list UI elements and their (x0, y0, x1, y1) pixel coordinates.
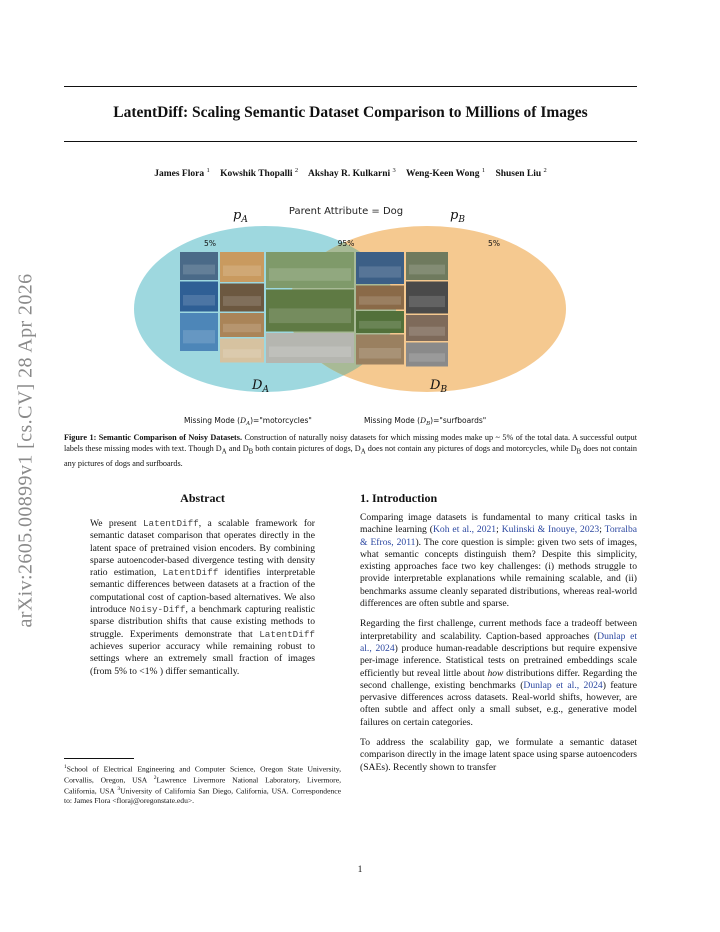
p-a-label: $p_A$ (233, 208, 248, 225)
citation-dunlap-1[interactable]: Dunlap et al., 2024 (360, 630, 637, 654)
left-percent: 5% (204, 239, 216, 248)
author-5: Shusen Liu $^2$ (495, 167, 547, 180)
photo-tile-shade (409, 327, 445, 336)
missing-mode-a-label: Missing Mode $(D_A)="motorcycles$" (184, 416, 312, 427)
intro-paragraph-3: To address the scalability gap, we formulate a semantic dataset comparison directly in the image latent space using sparse autoencoders (SAEs). Recently shown to transfer (360, 737, 637, 773)
citation-kulinski[interactable]: Kulinski & Inouye, 2023 (501, 524, 600, 536)
photo-tile-shade (269, 347, 351, 358)
photo-grid (180, 252, 448, 367)
introduction-heading: 1. Introduction (360, 491, 438, 505)
footnote-rule (64, 758, 134, 759)
citation-koh[interactable]: Koh et al., 2021 (432, 524, 497, 536)
missing-mode-b-label: Missing Mode $(D_B)="surfboards$" (364, 416, 487, 427)
photo-tile-shade (269, 268, 351, 281)
figure-caption: Figure 1: Semantic Comparison of Noisy Datasets. Construction of naturally noisy datasets for which missing modes make up ~ 5% of the total data. A successful output labels these missing modes with text. Though $D_A$ and $D_B$ both contain pictures of dogs, $D_A$ does not contain any pictures of dogs and motorcycles, while $D_B$ does not contain any pictures of dogs and surfboards. (64, 433, 638, 469)
citation-dunlap-2[interactable]: Dunlap et al., 2024 (523, 679, 603, 691)
photo-tile-shade (409, 296, 445, 307)
title-bottom-rule (64, 141, 637, 142)
affiliations-footnote: $^1$School of Electrical Engineering and Computer Science, Oregon State University, Corvallis, Oregon, USA $^2$Lawrence Livermore National Laboratory, Livermore, California, USA $^3$University of California San Diego, California, USA. Correspondence to: James Flora <floraj@oregonstate.edu>. (64, 764, 341, 805)
author-1: James Flora $^1$ (154, 167, 210, 180)
page-number: 1 (357, 864, 363, 875)
right-column (360, 491, 637, 782)
intro-paragraph-1: Comparing image datasets is fundamental to many critical tasks in machine learning (Koh et al., 2021; Kulinski & Inouye, 2023; Torralba & Efros, 2011). The core question is simple: given two sets of images, what semantic concepts distinguish them? Despite this simplicity, existing approaches face two key challenges: (i) methods struggle to provide interpretable explanations while remaining scalable, and (ii) benchmarks assume cleanly separated distributions, whereas real-world differences are often subtle and sparse. (360, 512, 637, 610)
photo-tile-shade (183, 295, 215, 306)
photo-tile-shade (359, 348, 401, 359)
d-b-label: $D_B$ (430, 378, 448, 395)
intro-paragraph-2: Regarding the first challenge, current methods face a tradeoff between interpretability and scalability. Caption-based approaches (Dunlap et al., 2024) produce human-readable descriptions but require expensive per-image inference. Statistical tests on pretrained embeddings scale efficiently but reveal little about how distributions differ. Regarding the second challenge, existing benchmarks (Dunlap et al., 2024) feature pervasive differences across datasets. Real-world shifts, however, are often subtle and affect only a small subset, e.g., generative model failures on certain categories. (360, 618, 637, 728)
citation-torralba[interactable]: Torralba & Efros, 2011 (360, 524, 637, 548)
photo-tile-shade (223, 296, 261, 306)
d-a-label: $D_A$ (252, 378, 269, 395)
author-4: Weng-Keen Wong $^1$ (405, 167, 486, 180)
caption-label: Figure 1: Semantic Comparison of Noisy Datasets. (64, 433, 242, 442)
arxiv-sidebar-stamp (8, 240, 44, 660)
photo-tile-shade (183, 330, 215, 343)
photo-tile-shade (223, 266, 261, 277)
abstract-body: We present LatentDiff, a scalable framework for semantic dataset comparison that operates directly in the latent space of pretrained vision encoders. By combining sparse autoencoder-based divergence testing with density ratio estimation, LatentDiff identifies interpretable semantic differences between datasets at a fraction of the computational cost of caption-based alternatives. We also introduce Noisy-Diff, a benchmark capturing realistic sparse distribution shifts that cause existing methods to struggle. Experiments demonstrate that LatentDiff achieves superior accuracy while remaining robust to settings where an extremely small fraction of images (from 5% to <1% ) differ semantically. (90, 518, 316, 677)
author-3: Akshay R. Kulkarni $^3$ (308, 167, 396, 180)
paper-title: LatentDiff: Scaling Semantic Dataset Comparison to Millions of Images (113, 104, 588, 121)
photo-tile-shade (359, 266, 401, 277)
photo-tile-shade (223, 324, 261, 332)
left-column (64, 491, 341, 678)
p-b-label: $p_B$ (450, 208, 465, 225)
photo-tile-shade (409, 265, 445, 275)
abstract-heading: Abstract (180, 491, 225, 505)
parent-attribute-label: Parent Attribute = Dog (288, 206, 404, 217)
venn-figure (130, 198, 570, 430)
photo-tile-shade (223, 349, 261, 357)
photo-tile-shade (269, 308, 351, 323)
right-percent: 5% (488, 239, 500, 248)
middle-percent: 95% (337, 239, 355, 248)
photo-tile-shade (409, 353, 445, 361)
title-top-rule (64, 86, 637, 87)
arxiv-id: arXiv:2605.00899v1 [cs.CV] 28 Apr 2026 (14, 272, 37, 628)
author-list (64, 167, 637, 179)
photo-tile-shade (359, 321, 401, 329)
photo-tile-shade (183, 265, 215, 275)
photo-tile-shade (359, 296, 401, 304)
author-2: Kowshik Thopalli $^2$ (220, 167, 299, 180)
